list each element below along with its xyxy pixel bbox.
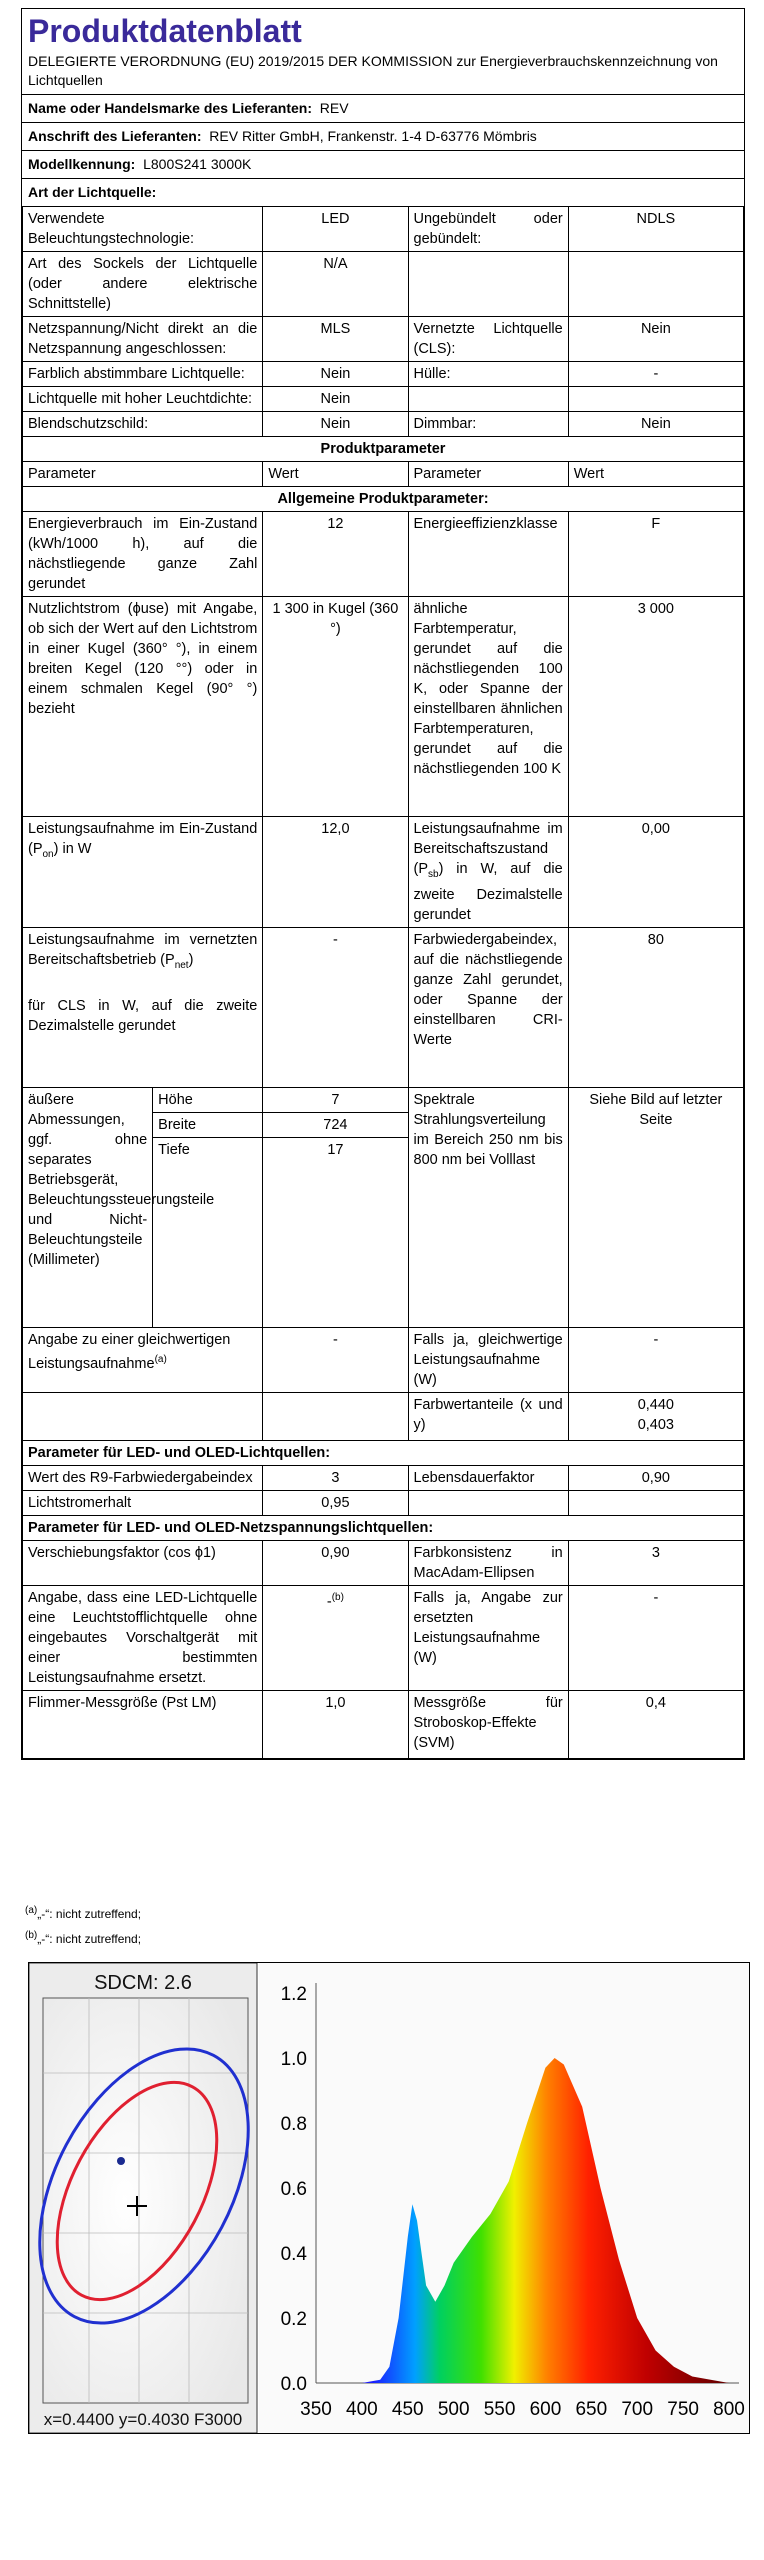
footnotes bbox=[25, 1900, 141, 1950]
model-value: L800S241 3000K bbox=[143, 156, 252, 172]
model-row bbox=[22, 151, 744, 179]
product-datasheet bbox=[21, 8, 745, 1760]
general-params-heading: Allgemeine Produktparameter: bbox=[23, 487, 744, 512]
type-param-value: Nein bbox=[263, 387, 408, 412]
model-label: Modellkennung: bbox=[28, 156, 136, 172]
type-param-value: N/A bbox=[263, 252, 408, 317]
replace-label: Angabe, dass eine LED-Lichtquelle eine Leuchtstofflichtquelle ohne eingebautes Vorschaltgerät mit einer bestimmten Leistungsaufnahme ersetzt. bbox=[23, 1585, 263, 1690]
y-tick-label: 0.6 bbox=[280, 2179, 307, 2200]
type-param2-label bbox=[408, 387, 568, 412]
supplier-address-label: Anschrift des Lieferanten: bbox=[28, 128, 202, 144]
type-row bbox=[23, 207, 744, 252]
x-tick-label: 750 bbox=[667, 2399, 699, 2420]
regulation-subtitle: DELEGIERTE VERORDNUNG (EU) 2019/2015 DER KOMMISSION zur Energieverbrauchskennzeichnung von Lichtquellen bbox=[22, 52, 744, 95]
depth-label: Tiefe bbox=[153, 1137, 263, 1327]
chroma-empty-2 bbox=[263, 1392, 408, 1440]
sdcm-footer: x=0.4400 y=0.4030 F3000 bbox=[43, 2410, 243, 2429]
spectrum-panel bbox=[259, 1963, 749, 2433]
y-tick-label: 0.2 bbox=[280, 2309, 307, 2330]
equiv-label: Angabe zu einer gleichwertigen Leistungsaufnahme$^{(a)}$ bbox=[23, 1327, 263, 1392]
chroma-empty-1 bbox=[23, 1392, 263, 1440]
footnote-a: $^{(a)}$„-“: nicht zutreffend; bbox=[25, 1905, 142, 1921]
equiv-power-value: - bbox=[568, 1327, 743, 1392]
type-param2-label: Vernetzte Lichtquelle (CLS): bbox=[408, 317, 568, 362]
cct-value: 3 000 bbox=[568, 597, 743, 817]
energy-value: 12 bbox=[263, 512, 408, 597]
cosphi-label: Verschiebungsfaktor (cos ϕ1) bbox=[23, 1540, 263, 1585]
flux-value: 1 300 in Kugel (360 °) bbox=[263, 597, 408, 817]
supplier-address-value: REV Ritter GmbH, Frankenstr. 1-4 D-63776 Mömbris bbox=[209, 128, 537, 144]
efficiency-class-label: Energieeffizienzklasse bbox=[408, 512, 568, 597]
footnote-b: $^{(b)}$„-“: nicht zutreffend; bbox=[25, 1930, 142, 1946]
height-value: 7 bbox=[263, 1087, 408, 1112]
chroma-value: 0,440 0,403 bbox=[568, 1392, 743, 1440]
type-param-label: Lichtquelle mit hoher Leuchtdichte: bbox=[23, 387, 263, 412]
flicker-value: 1,0 bbox=[263, 1690, 408, 1758]
y-tick-label: 0.8 bbox=[280, 2114, 307, 2135]
measured-point bbox=[117, 2157, 125, 2165]
type-param2-value: NDLS bbox=[568, 207, 743, 252]
cri-value: 80 bbox=[568, 927, 743, 1087]
depth-value: 17 bbox=[263, 1137, 408, 1327]
flicker-label: Flimmer-Messgröße (Pst LM) bbox=[23, 1690, 263, 1758]
type-param2-label: Ungebündelt oder gebündelt: bbox=[408, 207, 568, 252]
type-param-label: Farblich abstimmbare Lichtquelle: bbox=[23, 362, 263, 387]
r9-label: Wert des R9-Farbwiedergabeindex bbox=[23, 1465, 263, 1490]
product-params-heading: Produktparameter bbox=[23, 437, 744, 462]
type-param2-value: - bbox=[568, 362, 743, 387]
power-on-label: Leistungsaufnahme im Ein-Zustand $(P_{on})$ in W bbox=[23, 817, 263, 928]
power-on-value: 12,0 bbox=[263, 817, 408, 928]
type-row bbox=[23, 412, 744, 437]
spectrum-label: Spektrale Strahlungsverteilung im Bereich 250 nm bis 800 nm bei Volllast bbox=[408, 1087, 568, 1327]
equiv-value: - bbox=[263, 1327, 408, 1392]
type-param2-value: Nein bbox=[568, 412, 743, 437]
consistency-value: 3 bbox=[568, 1540, 743, 1585]
x-tick-label: 600 bbox=[529, 2399, 562, 2420]
r9-value: 3 bbox=[263, 1465, 408, 1490]
spectrum-value: Siehe Bild auf letzter Seite bbox=[568, 1087, 743, 1327]
replaced-power-label: Falls ja, Angabe zur ersetzten Leistungsaufnahme (W) bbox=[408, 1585, 568, 1690]
col-value-2: Wert bbox=[568, 462, 743, 487]
svm-value: 0,4 bbox=[568, 1690, 743, 1758]
y-tick-label: 0.4 bbox=[280, 2244, 307, 2265]
maint-empty-2 bbox=[568, 1490, 743, 1515]
x-tick-label: 700 bbox=[621, 2399, 654, 2420]
parameter-table bbox=[22, 206, 744, 1759]
type-param2-label: Dimmbar: bbox=[408, 412, 568, 437]
cri-label: Farbwiedergabeindex, auf die nächstliegende ganze Zahl gerundet, oder Spanne der einstellbaren CRI-Werte bbox=[408, 927, 568, 1087]
type-param2-value: Nein bbox=[568, 317, 743, 362]
type-param-value: LED bbox=[263, 207, 408, 252]
chroma-label: Farbwertanteile (x und y) bbox=[408, 1392, 568, 1440]
power-standby-value: 0,00 bbox=[568, 817, 743, 928]
supplier-name-label: Name oder Handelsmarke des Lieferanten: bbox=[28, 100, 312, 116]
maint-empty-1 bbox=[408, 1490, 568, 1515]
maint-value: 0,95 bbox=[263, 1490, 408, 1515]
x-tick-label: 800 bbox=[713, 2399, 745, 2420]
light-source-type-label: Art der Lichtquelle: bbox=[28, 184, 157, 200]
x-tick-label: 550 bbox=[483, 2399, 516, 2420]
type-row bbox=[23, 252, 744, 317]
dimensions-label: äußere Abmessungen, ggf. ohne separates Betriebsgerät, Beleuchtungssteuerungsteile und Nicht-Beleuchtungsteile (Millimeter) bbox=[23, 1087, 153, 1327]
led-params-heading: Parameter für LED- und OLED-Lichtquellen: bbox=[23, 1440, 744, 1465]
type-param-value: Nein bbox=[263, 362, 408, 387]
type-param-label: Art des Sockels der Lichtquelle (oder andere elektrische Schnittstelle) bbox=[23, 252, 263, 317]
lifetime-value: 0,90 bbox=[568, 1465, 743, 1490]
type-param2-label bbox=[408, 252, 568, 317]
type-row bbox=[23, 362, 744, 387]
consistency-label: Farbkonsistenz in MacAdam-Ellipsen bbox=[408, 1540, 568, 1585]
col-param-1: Parameter bbox=[23, 462, 263, 487]
type-row bbox=[23, 387, 744, 412]
type-param2-label: Hülle: bbox=[408, 362, 568, 387]
equiv-power-label: Falls ja, gleichwertige Leistungsaufnahme (W) bbox=[408, 1327, 568, 1392]
supplier-name-row bbox=[22, 95, 744, 123]
y-tick-label: 1.2 bbox=[280, 1984, 307, 2005]
x-tick-label: 450 bbox=[391, 2399, 424, 2420]
led-mains-heading: Parameter für LED- und OLED-Netzspannungslichtquellen: bbox=[23, 1515, 744, 1540]
y-tick-label: 1.0 bbox=[280, 2049, 307, 2070]
sdcm-panel bbox=[29, 1963, 291, 2433]
type-param-label: Verwendete Beleuchtungstechnologie: bbox=[23, 207, 263, 252]
col-param-2: Parameter bbox=[408, 462, 568, 487]
graphs-svg bbox=[29, 1963, 749, 2433]
energy-label: Energieverbrauch im Ein-Zustand (kWh/1000 h), auf die nächstliegende ganze Zahl gerundet bbox=[23, 512, 263, 597]
sdcm-title: SDCM: 2.6 bbox=[94, 1972, 192, 1994]
supplier-address-row bbox=[22, 123, 744, 151]
cct-label: ähnliche Farbtemperatur, gerundet auf die nächstliegenden 100 K, oder Spanne der einstellbaren ähnlichen Farbtemperaturen, gerundet auf die nächstliegenden 100 K bbox=[408, 597, 568, 817]
x-tick-label: 650 bbox=[575, 2399, 608, 2420]
cosphi-value: 0,90 bbox=[263, 1540, 408, 1585]
page-title: Produktdatenblatt bbox=[28, 13, 302, 49]
net-standby-label: Leistungsaufnahme im vernetzten Bereitschaftsbetrieb $(P_{net})$ für CLS in W, auf die zweite Dezimalstelle gerundet bbox=[23, 927, 263, 1087]
efficiency-class-value: F bbox=[568, 512, 743, 597]
flux-label: Nutzlichtstrom (ϕuse) mit Angabe, ob sich der Wert auf den Lichtstrom in einer Kugel (360° °), in einem breiten Kegel (120 °°) oder in einem schmalen Kegel (90° °) bezieht bbox=[23, 597, 263, 817]
col-value-1: Wert bbox=[263, 462, 408, 487]
replaced-power-value: - bbox=[568, 1585, 743, 1690]
width-label: Breite bbox=[153, 1112, 263, 1137]
replace-value: -$^{(b)}$ bbox=[263, 1585, 408, 1690]
svm-label: Messgröße für Stroboskop-Effekte (SVM) bbox=[408, 1690, 568, 1758]
height-label: Höhe bbox=[153, 1087, 263, 1112]
maint-label: Lichtstromerhalt bbox=[23, 1490, 263, 1515]
type-row bbox=[23, 317, 744, 362]
lifetime-label: Lebensdauerfaktor bbox=[408, 1465, 568, 1490]
type-param-value: Nein bbox=[263, 412, 408, 437]
type-param-label: Blendschutzschild: bbox=[23, 412, 263, 437]
x-tick-label: 350 bbox=[300, 2399, 332, 2420]
power-standby-label: Leistungsaufnahme im Bereitschaftszustand $(P_{sb})$ in W, auf die zweite Dezimalstelle gerundet bbox=[408, 817, 568, 928]
x-tick-label: 400 bbox=[346, 2399, 378, 2420]
measurement-graphs bbox=[28, 1962, 750, 2434]
type-param-value: MLS bbox=[263, 317, 408, 362]
y-tick-label: 0.0 bbox=[280, 2374, 307, 2395]
x-tick-label: 500 bbox=[437, 2399, 470, 2420]
supplier-name-value: REV bbox=[319, 100, 349, 116]
net-standby-value: - bbox=[263, 927, 408, 1087]
type-param2-value bbox=[568, 387, 743, 412]
width-value: 724 bbox=[263, 1112, 408, 1137]
type-param-label: Netzspannung/Nicht direkt an die Netzspannung angeschlossen: bbox=[23, 317, 263, 362]
type-param2-value bbox=[568, 252, 743, 317]
light-source-type-heading bbox=[22, 179, 744, 206]
